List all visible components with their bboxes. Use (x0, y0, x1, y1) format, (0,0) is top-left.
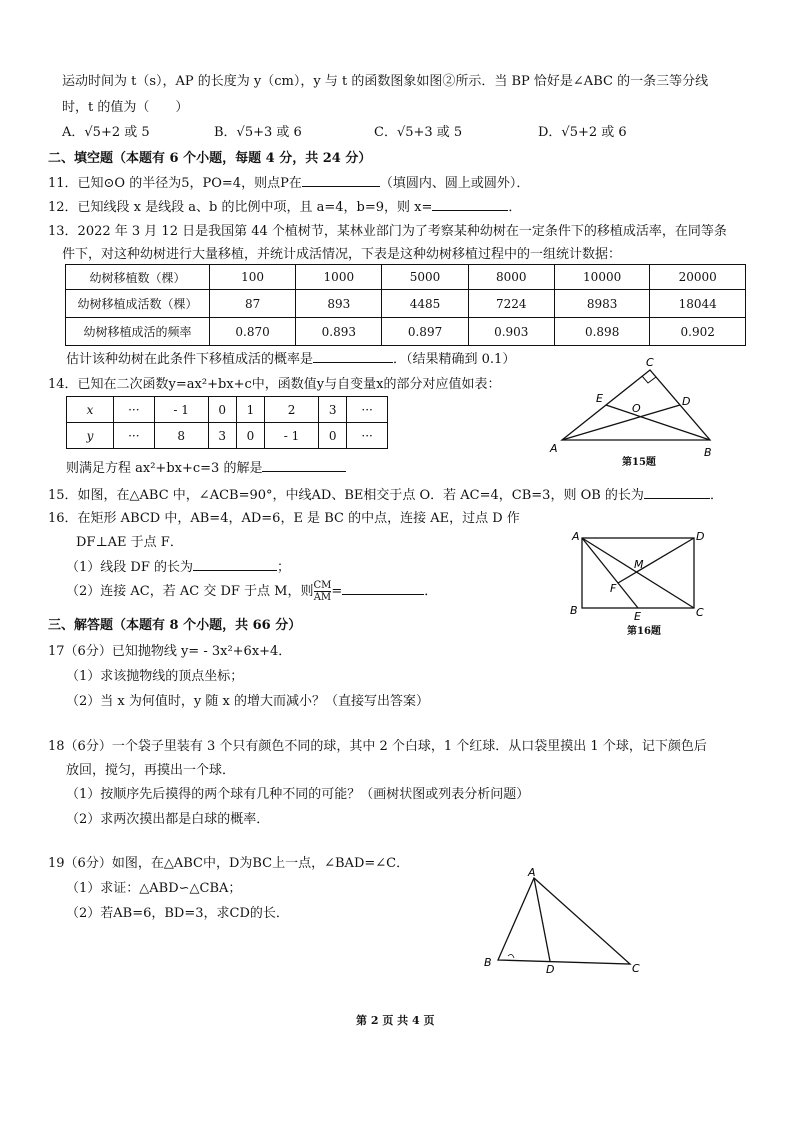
q16-part2: （2）连接 AC，若 AC 交 DF 于点 M，则 $\frac{CM}{AM}$ = ． (66, 580, 438, 603)
q10-option-d: D．√5+2 或 6 (538, 125, 627, 140)
table-row: 幼树移植数（棵） 100 1000 5000 8000 10000 20000 (66, 265, 746, 290)
q17-part2: （2）当 x 为何值时，y 随 x 的增大而减小？（直接写出答案） (66, 694, 429, 709)
q10-option-c: C．√5+3 或 5 (374, 125, 463, 140)
q18-line2: 放回，搅匀，再摸出一个球． (66, 763, 236, 778)
fig15-label-a: A (550, 442, 558, 455)
fig15-caption: 第15题 (622, 457, 656, 468)
answer-blank (262, 459, 346, 472)
fig15-label-c: C (646, 356, 654, 369)
q13-after: 估计该种幼树在此条件下移植成活的概率是 ．（结果精确到 0.1） (66, 352, 516, 367)
table-row: x ··· - 1 0 1 2 3 ··· (67, 397, 388, 423)
fraction-cm-am: $\frac{CM}{AM}$ (313, 580, 332, 603)
question-12: 12．已知线段 x 是线段 a、b 的比例中项，且 a=4，b=9，则 x= ． (48, 200, 522, 215)
answer-blank (342, 582, 424, 595)
q10-option-a: A．√5+2 或 5 (62, 125, 150, 140)
q13-table (65, 264, 746, 346)
fig16-label-a: A (572, 530, 580, 543)
q19-title: 19（6分）如图，在△ABC中，D为BC上一点，∠BAD=∠C． (48, 856, 410, 871)
q16-line2: DF⊥AE 于点 F． (76, 535, 183, 550)
section-2-title: 二、填空题（本题有 6 个小题，每题 4 分，共 24 分） (48, 151, 372, 166)
q19-part1: （1）求证：△ABD∽△CBA； (66, 881, 242, 896)
q13-line1: 13．2022 年 3 月 12 日是我国第 44 个植树节，某林业部门为了考察某种幼树在一定条件下的移植成活率，在同等条 (48, 224, 727, 239)
fig16-label-e: E (634, 610, 641, 622)
fig19-label-b: B (484, 956, 492, 969)
q16-part1: （1）线段 DF 的长为 ； (66, 560, 290, 575)
q18-part1: （1）按顺序先后摸得的两个球有几种不同的可能？（画树状图或列表分析问题） (66, 787, 530, 802)
q17-title: 17（6分）已知抛物线 y= - 3x²+6x+4． (48, 644, 292, 659)
q18-line1: 18（6分）一个袋子里装有 3 个只有颜色不同的球，其中 2 个白球，1 个红球．从口袋里摸出 1 个球，记下颜色后 (48, 739, 707, 754)
q14-line1: 14．已知在二次函数y=ax²+bx+c中，函数值y与自变量x的部分对应值如表： (48, 377, 501, 392)
fig16-label-d: D (696, 530, 705, 543)
table-row: y ··· 8 3 0 - 1 0 ··· (67, 423, 388, 449)
question-11: 11．已知⊙O 的半径为5，PO=4，则点P在 （填圆内、圆上或圆外）． (48, 176, 530, 191)
fig16-label-c: C (696, 606, 704, 619)
q10-option-b: B．√5+3 或 6 (214, 125, 302, 140)
question-15: 15．如图，在△ABC 中，∠ACB=90°，中线AD、BE相交于点 O．若 AC=4，CB=3，则 OB 的长为 ． (48, 488, 723, 503)
figure-16 (568, 526, 718, 622)
q13-line2: 件下，对这种幼树进行大量移植，并统计成活情况，下表是这种幼树移植过程中的一组统计数据： (62, 247, 622, 262)
page-footer: 第 2 页 共 4 页 (356, 1014, 435, 1027)
q10-line2: 时，t 的值为（ ） (62, 100, 189, 115)
section-3-title: 三、解答题（本题有 8 个小题，共 66 分） (48, 618, 302, 633)
answer-blank (193, 558, 277, 571)
table-row: 幼树移植成活的频率 0.870 0.893 0.897 0.903 0.898 0.902 (66, 318, 746, 346)
fig16-caption: 第16题 (627, 626, 661, 637)
fig15-label-o: O (632, 402, 641, 415)
q16-line1: 16．在矩形 ABCD 中，AB=4，AD=6，E 是 BC 的中点，连接 AE，过点 D 作 (48, 511, 520, 526)
fig19-label-a: A (528, 866, 536, 879)
figure-19 (478, 866, 648, 978)
q18-part2: （2）求两次摸出都是白球的概率． (66, 812, 270, 827)
fig15-label-b: B (704, 446, 712, 459)
fig16-label-b: B (570, 604, 578, 617)
q19-part2: （2）若AB=6，BD=3，求CD的长． (66, 906, 289, 921)
answer-blank (313, 350, 393, 363)
fig15-label-d: D (682, 395, 691, 408)
fig16-label-m: M (634, 558, 644, 571)
q14-after: 则满足方程 ax²+bx+c=3 的解是 (66, 457, 346, 476)
answer-blank (432, 198, 508, 211)
fig16-label-f: F (610, 582, 617, 595)
answer-blank (644, 486, 710, 499)
q14-table (66, 396, 388, 449)
table-row: 幼树移植成活数（棵） 87 893 4485 7224 8983 18044 (66, 290, 746, 318)
q10-line1: 运动时间为 t（s），AP 的长度为 y（cm），y 与 t 的函数图象如图②所示．当 BP 恰好是∠ABC 的一条三等分线 (62, 74, 709, 89)
fig15-label-e: E (596, 392, 603, 405)
fig19-label-d: D (546, 963, 555, 976)
fig19-label-c: C (632, 962, 640, 975)
answer-blank (302, 174, 380, 187)
q17-part1: （1）求该抛物线的顶点坐标； (66, 669, 244, 684)
